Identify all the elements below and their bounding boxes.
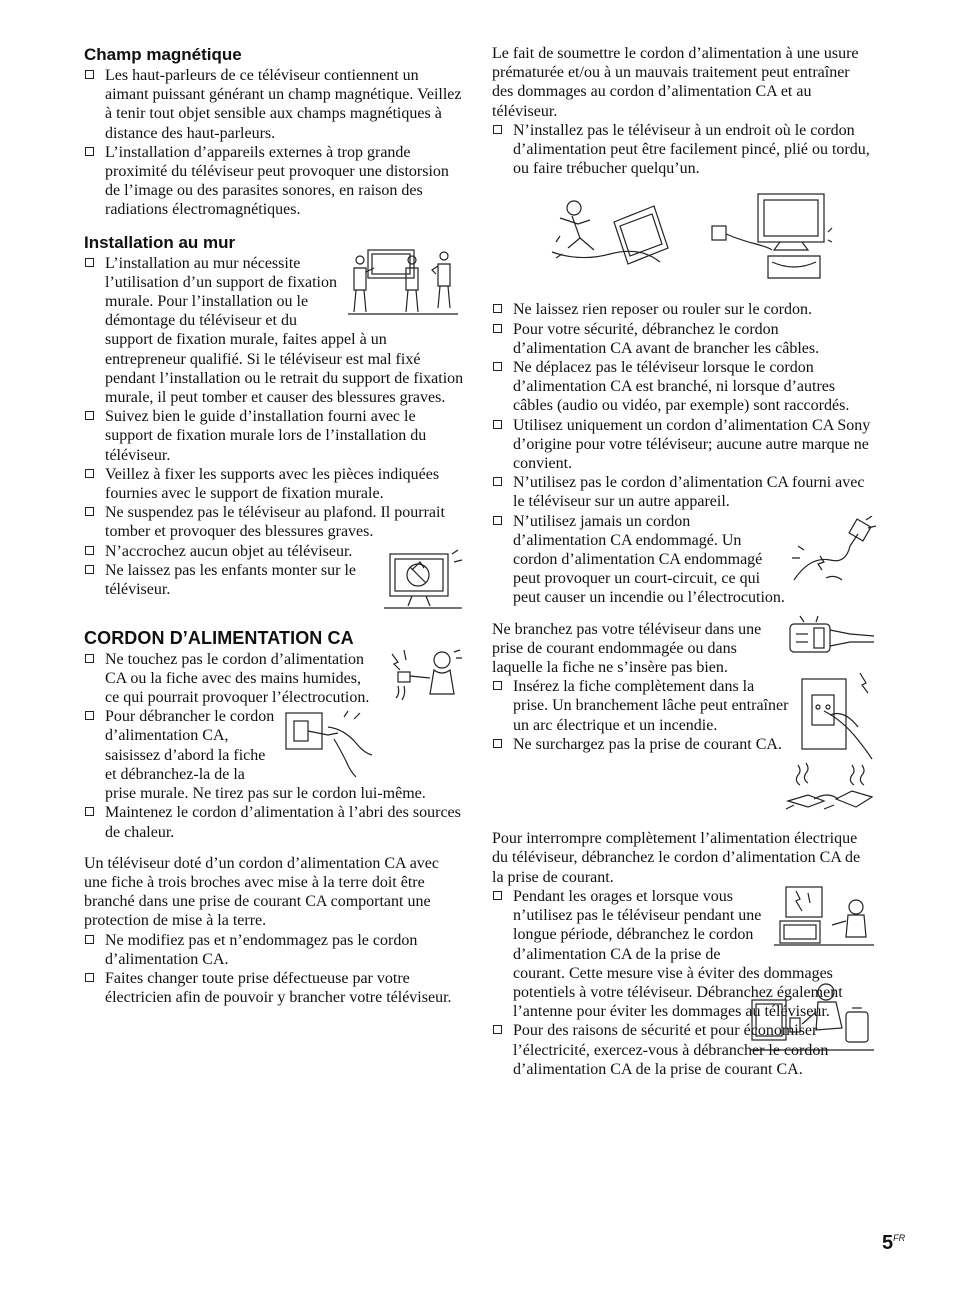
list-item: Ne touchez pas le cordon d’alimentation CA ou la fiche avec des mains humides, ce qui pourrait provoquer l’électrocution. (84, 650, 464, 708)
list-item: Ne laissez pas les enfants monter sur le téléviseur. (84, 561, 464, 599)
intro-paragraph: Le fait de soumettre le cordon d’alimentation à une usure prématurée et/ou à un mauvais traitement peut entraîner des dommages au cordon d’alimentation CA et au téléviseur. (492, 45, 859, 120)
list-item: Ne suspendez pas le téléviseur au plafond. Il pourrait tomber et provoquer des blessures graves. (84, 503, 464, 541)
outlet-paragraph: Ne branchez pas votre téléviseur dans une prise de courant endommagée ou dans laquelle la fiche ne s’insère pas bien. (492, 620, 762, 677)
right-column (492, 44, 872, 1079)
list-item: L’installation d’appareils externes à trop grande proximité du téléviseur peut provoquer une distorsion de l’image ou des parasites sonores, en raison des radiations électromagnétiques. (84, 143, 464, 220)
cord-paragraph: Un téléviseur doté d’un cordon d’alimentation CA avec une fiche à trois broches avec mise à la terre doit être branché dans une prise de courant CA comportant une protection de mise à la terre. (84, 854, 440, 930)
list-item: N’utilisez pas le cordon d’alimentation CA fourni avec le téléviseur sur un autre appareil. (492, 473, 872, 511)
overloaded-outlet-icon (784, 761, 876, 811)
list-item: Ne déplacez pas le téléviseur lorsque le cordon d’alimentation CA est branché, ni lorsque d’autres câbles (audio ou vidéo, par exemple) sont raccordés. (492, 358, 872, 416)
list-item: Pendant les orages et lorsque vous n’utilisez pas le téléviseur pendant une longue période, débranchez le cordon d’alimentation CA de la prise de courant. Cette mesure vise à éviter des dommages potentiels à votre téléviseur. Débranchez également l’antenne pour éviter les dommages au téléviseur. (492, 887, 872, 1021)
list-item: Faites changer toute prise défectueuse par votre électricien afin de pouvoir y brancher votre téléviseur. (84, 969, 464, 1007)
list-item: Les haut-parleurs de ce téléviseur contiennent un aimant puissant générant un champ magnétique. Veillez à tenir tout objet sensible aux champs magnétiques à distance des haut-parleurs. (84, 66, 464, 143)
damaged-plug-icon (788, 614, 876, 664)
section-title-magnetic: Champ magnétique (84, 45, 242, 64)
list-item: Ne laissez rien reposer ou rouler sur le cordon. (492, 300, 872, 319)
list-item: Utilisez uniquement un cordon d’alimentation CA Sony d’origine pour votre téléviseur; aucune autre marque ne convient. (492, 416, 872, 474)
tv-pinched-cord-icon (710, 192, 834, 282)
left-column (84, 44, 464, 1007)
list-item: N’installez pas le téléviseur à un endroit où le cordon d’alimentation peut être facilement pincé, plié ou tordu, ou faire trébucher quelqu’un. (492, 121, 872, 179)
page-number (882, 1232, 905, 1255)
list-item: Pour débrancher le cordon d’alimentation CA, saisissez d’abord la fiche et débranchez-la de la prise murale. Ne tirez pas sur le cordon lui-même. (84, 707, 464, 803)
disconnect-paragraph: Pour interrompre complètement l’alimentation électrique du téléviseur, débranchez le cordon d’alimentation CA de la prise de courant. (492, 830, 861, 886)
list-item: Insérez la fiche complètement dans la prise. Un branchement lâche peut entraîner un arc électrique et un incendie. (492, 677, 872, 735)
page-language: FR (893, 1233, 906, 1243)
section-title-wall: Installation au mur (84, 232, 236, 252)
list-item: Ne modifiez pas et n’endommagez pas le cordon d’alimentation CA. (84, 931, 464, 969)
section-title-cord: CORDON D’ALIMENTATION CA (84, 627, 354, 648)
list-item: Suivez bien le guide d’installation fourni avec le support de fixation murale lors de l’installation du téléviseur. (84, 407, 464, 465)
cord-hazard-illustrations (512, 192, 872, 282)
list-item: Maintenez le cordon d’alimentation à l’abri des sources de chaleur. (84, 803, 464, 841)
list-item: Veillez à fixer les supports avec les pièces indiquées fournies avec le support de fixation murale. (84, 465, 464, 503)
list-item: N’accrochez aucun objet au téléviseur. (84, 542, 464, 561)
person-tripping-on-cord-icon (550, 192, 670, 282)
list-item: Ne surchargez pas la prise de courant CA. (492, 735, 872, 754)
list-item: Pour votre sécurité, débranchez le cordon d’alimentation CA avant de brancher les câbles. (492, 320, 872, 358)
list-item: N’utilisez jamais un cordon d’alimentation CA endommagé. Un cordon d’alimentation CA endommagé peut provoquer un court-circuit, ce qui peut causer un incendie ou l’électrocution. (492, 512, 872, 608)
page-number-value: 5 (882, 1232, 894, 1254)
list-item: Pour des raisons de sécurité et pour économiser l’électricité, exercez-vous à débrancher le cordon d’alimentation CA de la prise de courant CA. (492, 1021, 872, 1079)
list-item: L’installation au mur nécessite l’utilisation d’un support de fixation murale. Pour l’installation ou le démontage du téléviseur et du support de fixation murale, faites appel à un entrepreneur qualifié. Si le téléviseur est mal fixé pendant l’installation ou le retrait du support de fixation murale, il peut tomber et causer des blessures graves. (84, 254, 464, 408)
